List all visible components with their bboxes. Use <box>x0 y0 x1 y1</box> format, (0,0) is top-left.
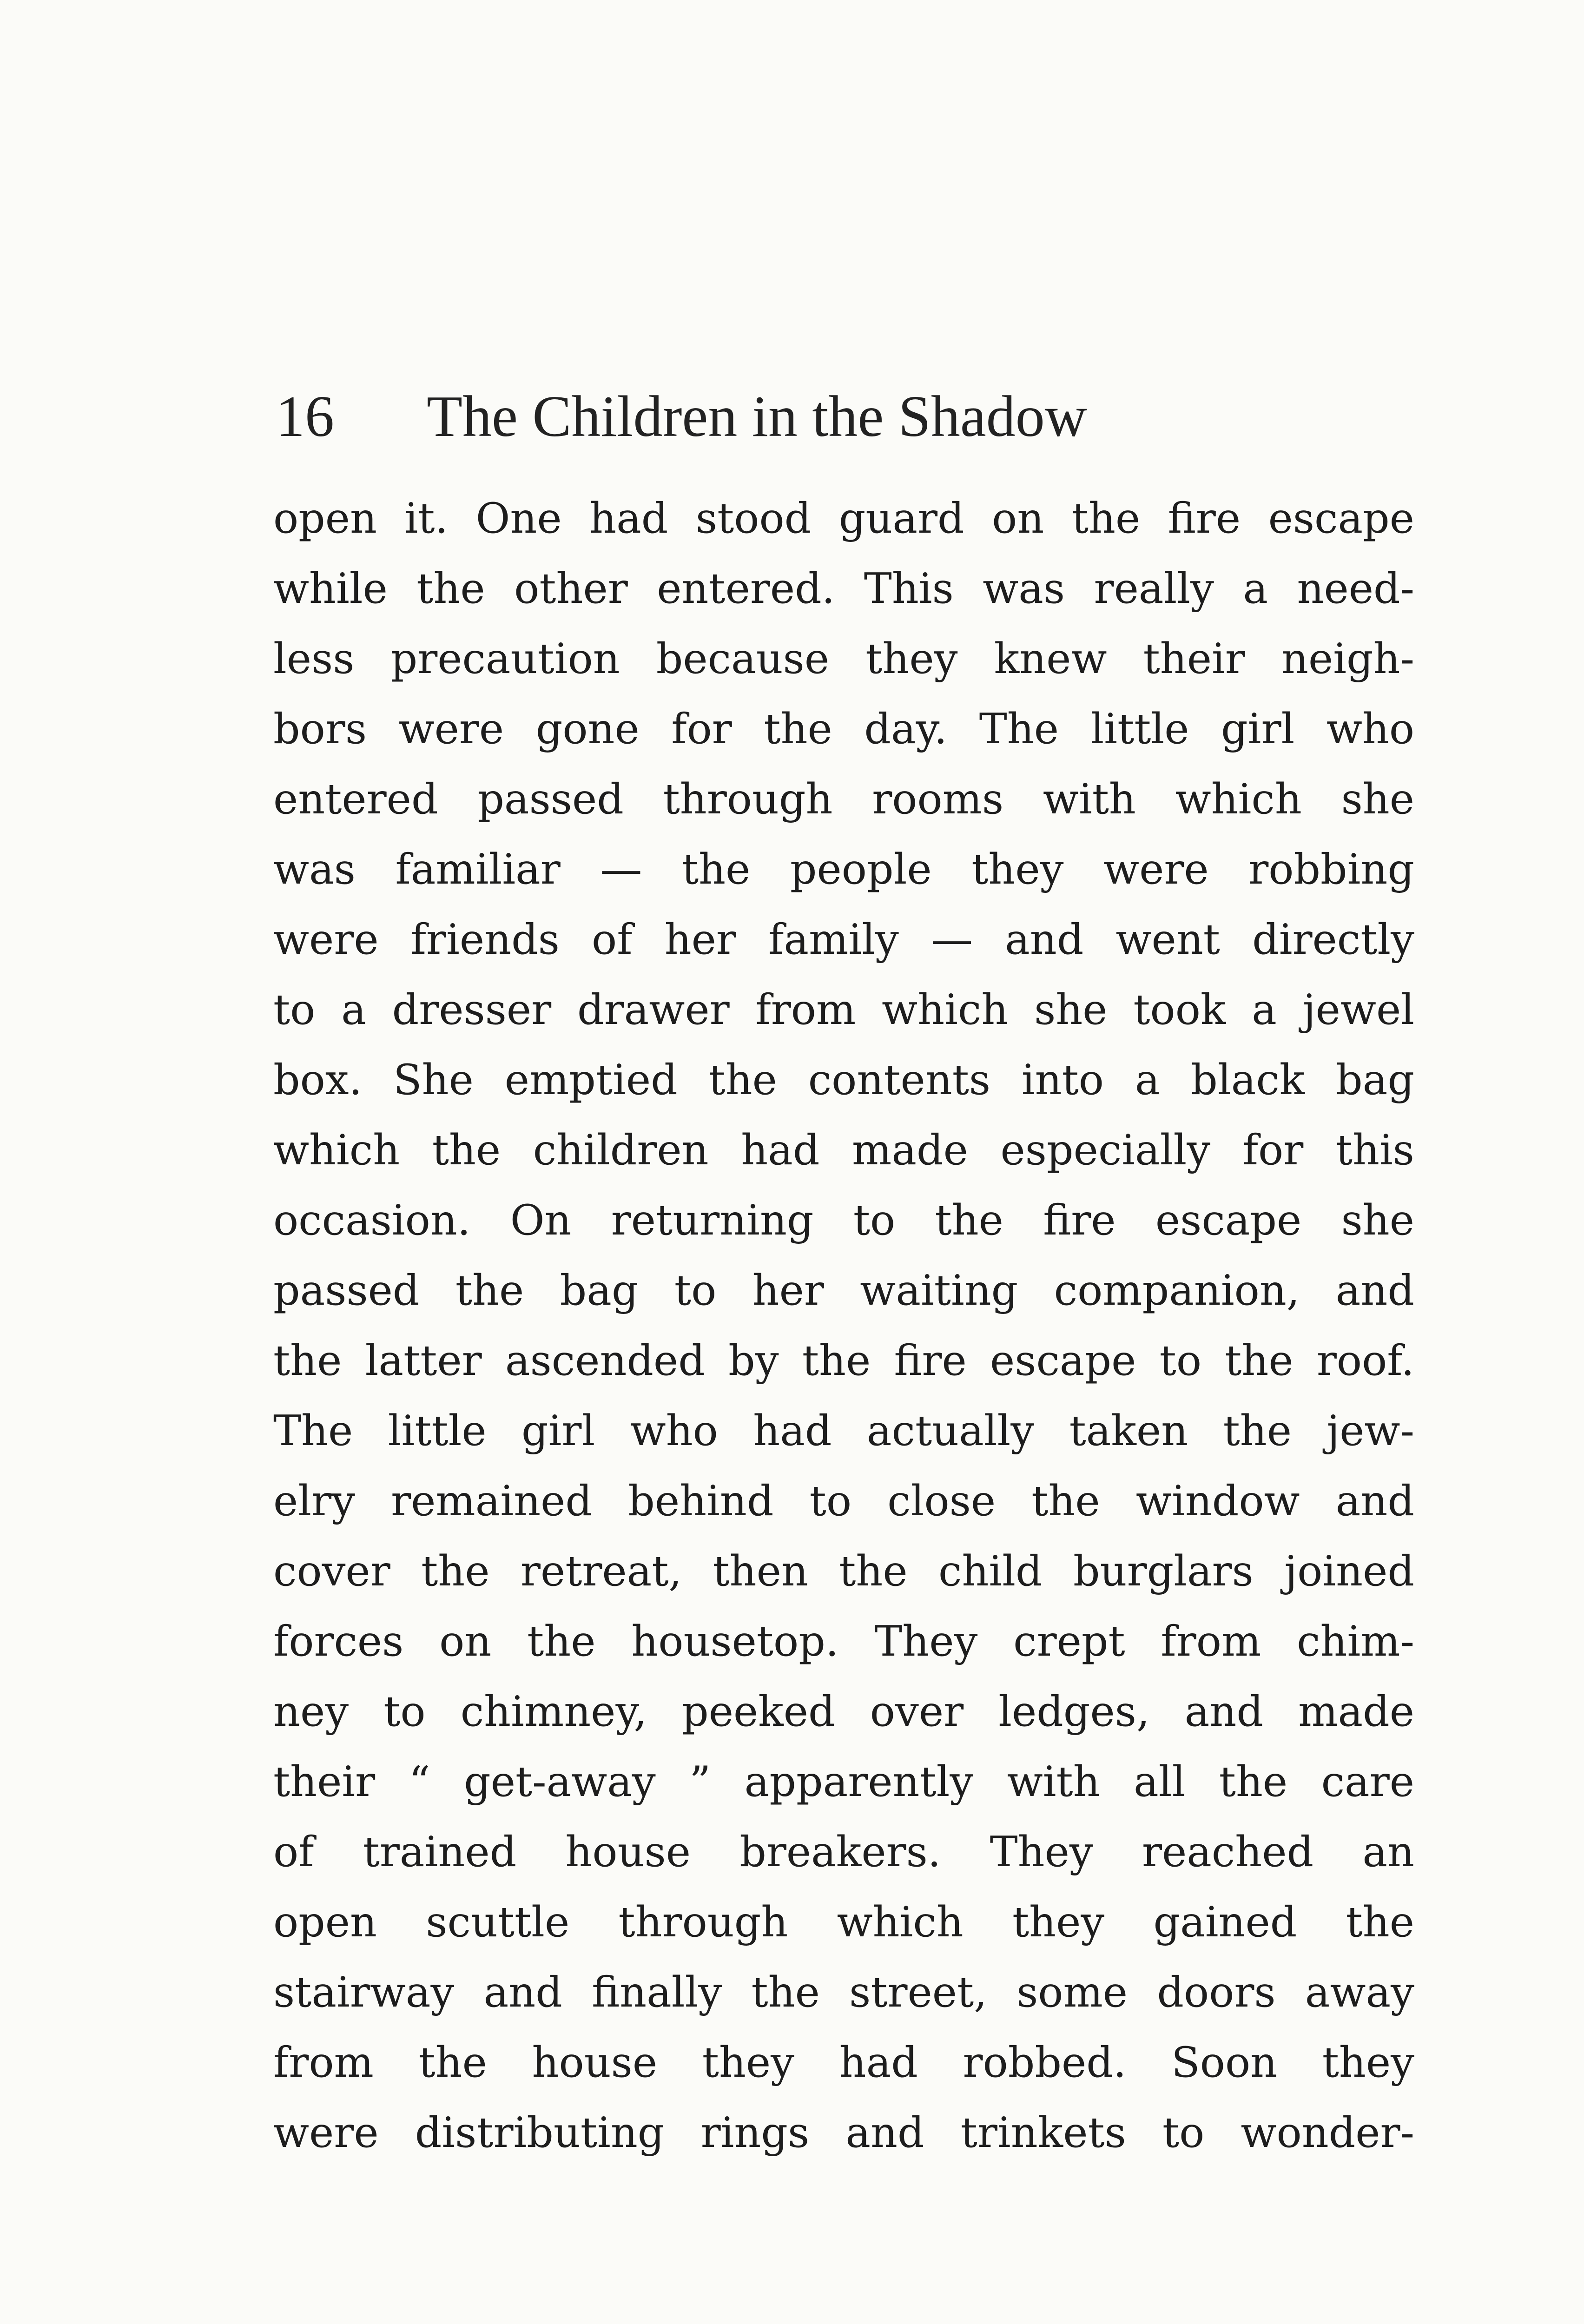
text-line: from the house they had robbed. Soon they <box>273 2038 1414 2087</box>
text-line: their “ get-away ” apparently with all the care <box>273 1757 1414 1806</box>
text-line: stairway and finally the street, some doors away <box>273 1968 1414 2017</box>
running-title: The Children in the Shadow <box>427 384 1087 449</box>
text-line: which the children had made especially for this <box>273 1126 1414 1175</box>
text-line: open scuttle through which they gained the <box>273 1898 1414 1947</box>
text-line: to a dresser drawer from which she took a jewel <box>273 985 1414 1034</box>
text-line: were friends of her family — and went directly <box>273 915 1414 964</box>
text-line: were distributing rings and trinkets to wonder- <box>273 2108 1414 2157</box>
text-line: cover the retreat, then the child burglars joined <box>273 1547 1414 1596</box>
text-line: box. She emptied the contents into a black bag <box>273 1056 1414 1104</box>
text-line: entered passed through rooms with which she <box>273 775 1414 824</box>
text-line: occasion. On returning to the fire escape she <box>273 1196 1414 1245</box>
text-line: forces on the housetop. They crept from chim- <box>273 1617 1414 1666</box>
text-line: elry remained behind to close the window and <box>273 1477 1414 1525</box>
page-number: 16 <box>276 384 334 449</box>
text-line: bors were gone for the day. The little girl who <box>273 705 1414 753</box>
text-line: the latter ascended by the fire escape to the roof. <box>273 1336 1414 1385</box>
body-text <box>273 483 1414 2168</box>
text-line: ney to chimney, peeked over ledges, and made <box>273 1687 1414 1736</box>
text-line: open it. One had stood guard on the fire escape <box>273 494 1414 543</box>
text-line: was familiar — the people they were robbing <box>273 845 1414 894</box>
text-line: of trained house breakers. They reached an <box>273 1828 1414 1876</box>
text-line: while the other entered. This was really a need- <box>273 564 1414 613</box>
text-line: The little girl who had actually taken the jew- <box>273 1406 1414 1455</box>
text-line: passed the bag to her waiting companion, and <box>273 1266 1414 1315</box>
page-header <box>276 383 1414 458</box>
text-line: less precaution because they knew their neigh- <box>273 634 1414 683</box>
